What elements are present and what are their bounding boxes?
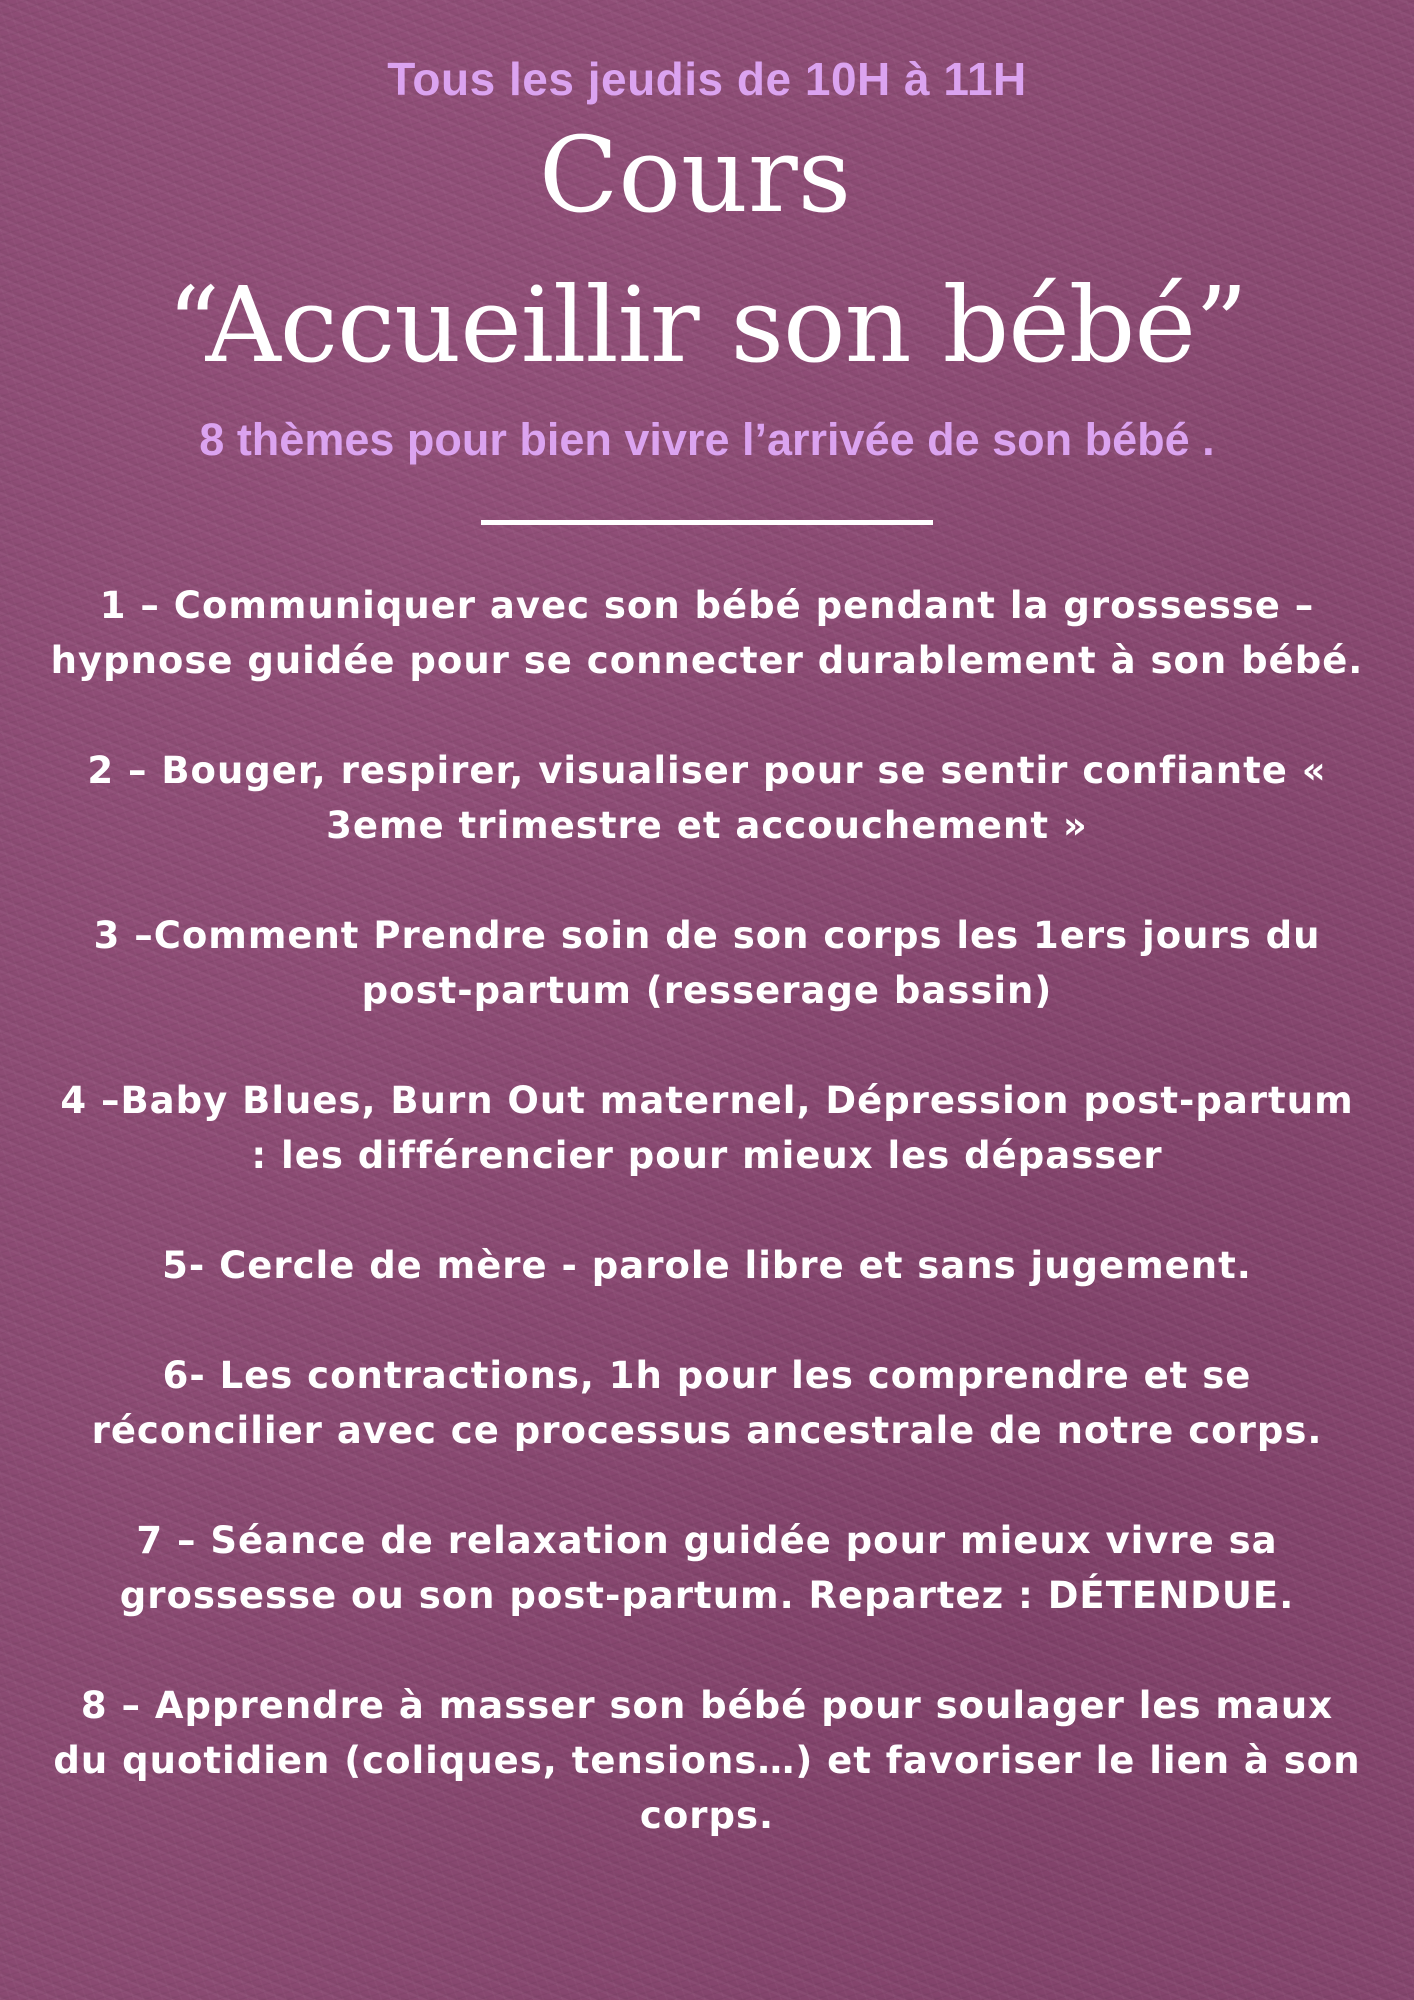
themes-list — [50, 578, 1364, 1898]
theme-item-5: 5- Cercle de mère - parole libre et sans jugement. — [162, 1244, 1252, 1287]
theme-item-3: 3 –Comment Prendre soin de son corps les 1ers jours du post-partum (resserage bassin) — [93, 914, 1321, 1012]
theme-item-7: 7 – Séance de relaxation guidée pour mieux vivre sa grossesse ou son post-partum. Repartez : DÉTENDUE. — [119, 1519, 1295, 1617]
theme-item-1: 1 – Communiquer avec son bébé pendant la grossesse – hypnose guidée pour se connecter durablement à son bébé. — [50, 584, 1364, 682]
theme-item-2: 2 – Bouger, respirer, visualiser pour se sentir confiante « 3eme trimestre et accouchement » — [87, 749, 1327, 847]
divider — [481, 520, 933, 525]
title-line-1: Cours — [538, 114, 852, 236]
schedule-text: Tous les jeudis de 10H à 11H — [387, 53, 1027, 105]
theme-item-4: 4 –Baby Blues, Burn Out maternel, Dépression post-partum : les différencier pour mieux les dépasser — [60, 1079, 1354, 1177]
title-line-2: “Accueillir son bébé” — [166, 264, 1248, 386]
subtitle: 8 thèmes pour bien vivre l’arrivée de son bébé . — [199, 414, 1215, 465]
theme-item-6: 6- Les contractions, 1h pour les comprendre et se réconcilier avec ce processus ancestrale de notre corps. — [91, 1354, 1323, 1452]
theme-item-8: 8 – Apprendre à masser son bébé pour soulager les maux du quotidien (coliques, tensions…) et favoriser le lien à son corps. — [53, 1684, 1361, 1837]
